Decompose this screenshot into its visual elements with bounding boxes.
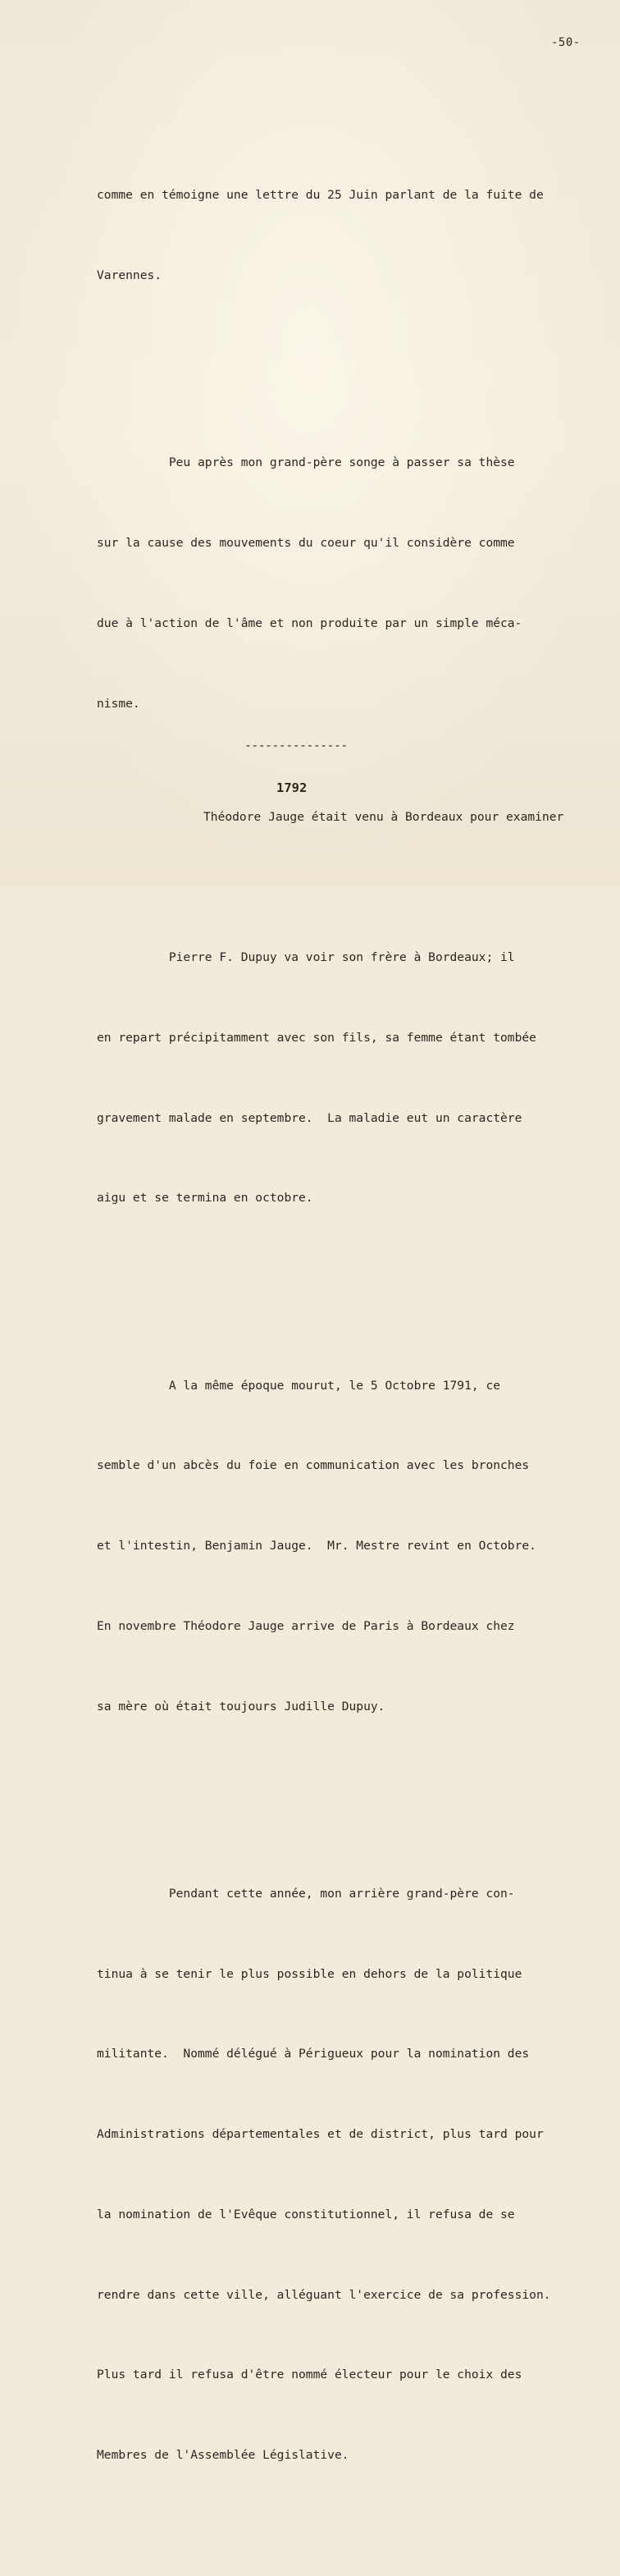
section-separator: --------------- xyxy=(244,739,348,753)
text-line: aigu et se termina en octobre. xyxy=(97,1191,313,1206)
text-line: semble d'un abcès du foie en communication avec les bronches xyxy=(97,1458,530,1473)
text-line: Plus tard il refusa d'être nommé électeur pour le choix des xyxy=(97,2368,522,2382)
text-line: comme en témoigne une lettre du 25 Juin parlant de la fuite de xyxy=(97,188,544,203)
text-line: et l'intestin, Benjamin Jauge. Mr. Mestre revint en Octobre. xyxy=(97,1539,536,1553)
text-line: Varennes. xyxy=(97,268,162,283)
paragraph-5 xyxy=(97,1828,609,2523)
page-number: -50- xyxy=(551,36,581,49)
text-line: Pierre F. Dupuy va voir son frère à Bordeaux; il xyxy=(97,950,515,964)
text-line: Administrations départementales et de district, plus tard pour xyxy=(97,2127,544,2142)
text-line: Pendant cette année, mon arrière grand-père con- xyxy=(97,1886,515,1901)
text-line: en repart précipitamment avec son fils, sa femme étant tombée xyxy=(97,1030,536,1045)
text-line: Membres de l'Assemblée Législative. xyxy=(97,2448,349,2463)
year-heading: 1792 xyxy=(276,780,308,795)
text-line: A la même époque mourut, le 5 Octobre 1791, ce xyxy=(97,1378,501,1393)
text-line: sur la cause des mouvements du coeur qu'il considère comme xyxy=(97,536,515,551)
paragraph-2 xyxy=(97,396,609,771)
text-line: nisme. xyxy=(97,696,140,711)
text-line: sa mère où était toujours Judille Dupuy. xyxy=(97,1699,385,1714)
text-line: gravement malade en septembre. La maladie eut un caractère xyxy=(97,1110,522,1125)
paragraph-4 xyxy=(97,1319,609,1773)
paragraph-gap xyxy=(97,825,609,838)
text-line: la nomination de l'Evêque constitutionnel, il refusa de se xyxy=(97,2207,515,2221)
text-line: Peu après mon grand-père songe à passer sa thèse xyxy=(97,455,515,470)
text-line: tinua à se tenir le plus possible en dehors de la politique xyxy=(97,1966,522,1981)
text-line: En novembre Théodore Jauge arrive de Paris à Bordeaux chez xyxy=(97,1618,515,1633)
text-line: Théodore Jauge était venu à Bordeaux pour examiner xyxy=(203,810,564,824)
body-text xyxy=(97,75,609,2576)
text-line: militante. Nommé délégué à Périgueux pour la nomination des xyxy=(97,2047,530,2061)
paragraph-3 xyxy=(97,891,609,1265)
text-line: due à l'action de l'âme et non produite par un simple méca- xyxy=(97,615,522,630)
paragraph-1 xyxy=(97,129,609,343)
text-line: rendre dans cette ville, alléguant l'exercice de sa profession. xyxy=(97,2287,551,2302)
